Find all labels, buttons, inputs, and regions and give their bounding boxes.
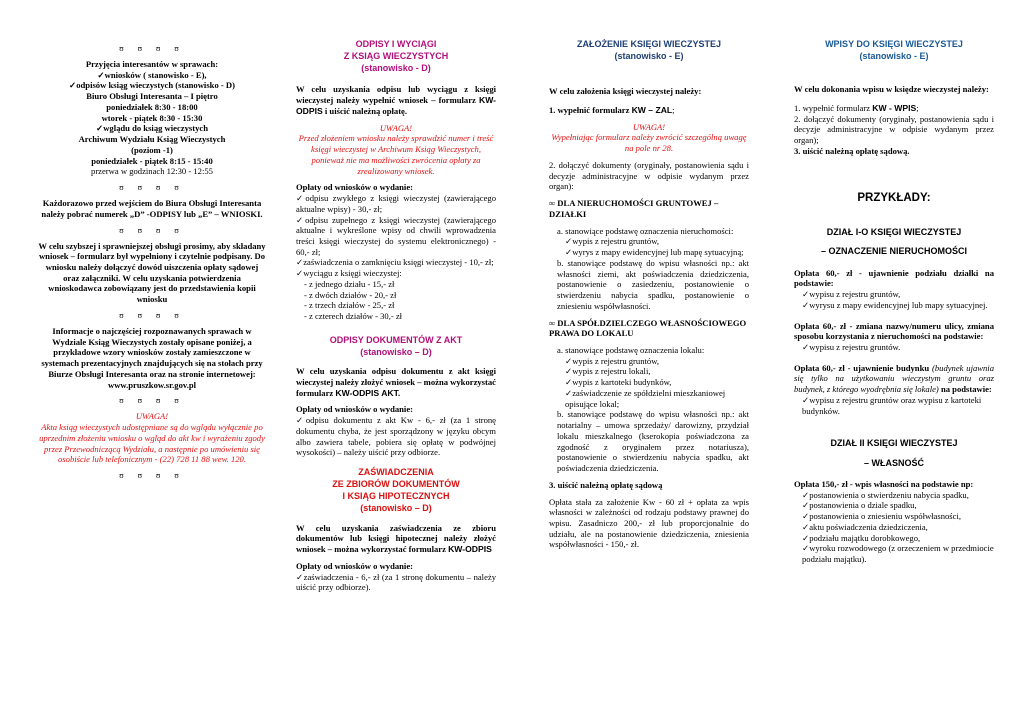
section-title: WPISY DO KSIĘGI WIECZYSTEJ bbox=[825, 39, 963, 49]
list-item: ✓ wypis z kartoteki budynków, bbox=[549, 377, 749, 388]
text-line: ✓ wniosków ( stanowisko - E), bbox=[38, 70, 266, 81]
intro: W celu uzyskania odpisu lub wyciągu z księgi wieczystej należy wypełnić wniosek – formularz KW-ODPIS i uiścić należną opłatę. bbox=[296, 84, 496, 116]
fee-item: ✓ odpisu zupełnego z księgi wieczystej (zawierającego aktualne i wykreślone wpisy od chwili wprowadzenia treści księgi wieczystej do systemu elektronicznego) - 60,- zł; bbox=[296, 215, 496, 258]
text-line: ✓ wglądu do ksiąg wieczystych bbox=[38, 123, 266, 134]
ornament: ʊ ʊ ʊ ʊ bbox=[119, 310, 185, 320]
fee-text: Opłata stała za założenie Kw - 60 zł + opłata za wpis własności w zależności od rodzaju podstawy prawnej do wpisu. Zasadniczo 200,- zł lub proporcjonalnie do udziału, ale na postanowienie dziedziczenia, zniesienia współwłasności - 150,- zł. bbox=[549, 496, 749, 550]
subsection-title: ∞ DLA NIERUCHOMOŚCI GRUNTOWEJ – DZIAŁKI bbox=[549, 198, 719, 219]
ornament: ʊ ʊ ʊ ʊ bbox=[119, 183, 185, 193]
subsection-title: ∞ DLA SPÓŁDZIELCZEGO WŁASNOŚCIOWEGO PRAWA DO LOKALU bbox=[549, 317, 747, 339]
fee-sub: - z czterech działów - 30,- zł bbox=[304, 311, 403, 322]
item-b: b. stanowiące podstawę do wpisu własności np.: akt własności ziemi, akt poświadczenia dziedziczenia, postanowienie o zasiedzeniu, postanowienie o stwierdzeniu nabycia spadku, postanowienie o zniesieniu współwłasności. bbox=[557, 257, 749, 311]
section-subtitle: (stanowisko - E) bbox=[859, 51, 929, 62]
examples-heading: PRZYKŁADY: bbox=[857, 191, 931, 204]
step-2: 2. dołączyć dokumenty (oryginały, postanowienia sądu i decyzje administracyjne w odpisie wydanym przez organ); bbox=[794, 113, 994, 146]
column-info bbox=[38, 38, 266, 486]
list-item: ✓ podziału majątku dorobkowego, bbox=[794, 533, 994, 544]
text-line: Archiwum Wydziału Ksiąg Wieczystych bbox=[78, 134, 226, 145]
intro: W celu uzyskania odpisu dokumentu z akt księgi wieczystej należy złożyć wniosek – można wykorzystać formularz KW-ODPIS AKT. bbox=[296, 366, 496, 398]
fees-title: Opłaty od wniosków o wydanie: bbox=[296, 182, 413, 193]
fees-title: Opłaty od wniosków o wydanie: bbox=[296, 560, 413, 571]
list-item: ✓ wypis z rejestru lokali, bbox=[549, 366, 749, 377]
list-item: ✓ aktu poświadczenia dziedziczenia, bbox=[794, 522, 994, 533]
uwaga-title: UWAGA! bbox=[135, 411, 169, 422]
uwaga-text: Akta ksiąg wieczystych udostępniane są do wglądu wyłącznie po uprzednim złożeniu wniosku o wgląd do akt kw i wyrażeniu zgody przez Przewodniczącą Wydziału, a następnie po umówieniu się osobiście lub telefonicznym - (22) 728 11 88 wew. 120. bbox=[39, 422, 265, 465]
dzial-title: DZIAŁ II KSIĘGI WIECZYSTEJ bbox=[830, 438, 958, 449]
list-item: ✓ postanowienia o stwierdzeniu nabycia spadku, bbox=[794, 490, 994, 501]
fee-item: ✓ odpisu zwykłego z księgi wieczystej (zawierającego aktualne wpisy) - 30,- zł; bbox=[296, 193, 496, 214]
list-item: ✓ wypisu z rejestru gruntów, bbox=[794, 289, 994, 300]
text-line: poniedziałek 8:30 - 18:00 bbox=[106, 101, 198, 112]
section-title: ZE ZBIORÓW DOKUMENTÓW bbox=[332, 479, 460, 490]
ornament: ʊ ʊ ʊ ʊ bbox=[119, 471, 185, 481]
intro: W celu założenia księgi wieczystej należy: bbox=[549, 86, 702, 97]
list-item: ✓ wyrys z mapy ewidencyjnej lub mapę sytuacyjną; bbox=[549, 247, 749, 258]
dzial-subtitle: – WŁASNOŚĆ bbox=[863, 457, 924, 468]
text-line: (poziom -1) bbox=[131, 144, 173, 155]
item-b: b. stanowiące podstawę do wpisu własności np.: akt notarialny – umowa sprzedaży/ darowizny, przydział lokalu mieszkalnego (kserokopia poświadczona za zgodność z oryginałem przez notariusza), postanowienie o stwierdzeniu nabycia spadku, akt poświadczenia dziedziczenia. bbox=[557, 409, 749, 474]
uwaga-text: Przed złożeniem wniosku należy sprawdzić numer i treść księgi wieczystej w Archiwum Ksiąg Wieczystych, ponieważ nie ma możliwości zwrócenia opłaty za zrealizowany wniosek. bbox=[298, 133, 494, 176]
list-item: ✓ wyrysu z mapy ewidencyjnej lub mapy sytuacyjnej. bbox=[794, 300, 994, 311]
example-fee: Opłata 60,- zł - ujawnienie podziału działki na podstawie: bbox=[794, 267, 994, 289]
column-odpisy bbox=[296, 38, 496, 593]
step-3: 3. uiścić należną opłatę sądową bbox=[549, 479, 663, 490]
text-line: Biuro Obsługi Interesanta – I piętro bbox=[86, 91, 218, 102]
column-zalozenie bbox=[549, 38, 749, 556]
fee-item: ✓ wyciągu z księgi wieczystej: bbox=[296, 268, 496, 279]
list-item: ✓ wypis z rejestru gruntów, bbox=[549, 356, 749, 367]
list-item: ✓ zaświadczenie ze spółdzielni mieszkaniowej opisujące lokal; bbox=[549, 388, 749, 409]
fee-item: ✓ zaświadczenia - 6,- zł (za 1 stronę dokumentu – należy uiścić przy odbiorze). bbox=[296, 572, 496, 593]
section-title: ODPISY I WYCIĄGI bbox=[355, 39, 437, 49]
section-title: ZAŁOŻENIE KSIĘGI WIECZYSTEJ bbox=[576, 39, 721, 49]
fees-title: Opłaty od wniosków o wydanie: bbox=[296, 404, 413, 415]
dzial-subtitle: – OZNACZENIE NIERUCHOMOŚCI bbox=[820, 246, 967, 257]
fee-item: ✓ odpisu dokumentu z akt Kw - 6,- zł (za 1 stronę dokumentu chyba, że jest sporządzony w języku obcym albo zawiera tabele, pobiera się opłatę w podwójnej wysokości) – należy uiścić przy odbiorze. bbox=[296, 415, 496, 458]
list-item: ✓ wypisu z rejestru gruntów. bbox=[794, 342, 994, 353]
section-subtitle: (stanowisko – D) bbox=[360, 503, 432, 514]
text-line: poniedziałek - piątek 8:15 - 15:40 bbox=[91, 155, 213, 166]
uwaga-title: UWAGA! bbox=[632, 121, 666, 132]
section-subtitle: (stanowisko - E) bbox=[614, 51, 684, 62]
intro: W celu uzyskania zaświadczenia ze zbioru dokumentów lub księgi hipotecznej należy złożyć wniosek – można wykorzystać formularz KW-ODPIS bbox=[296, 522, 496, 555]
text-line: wtorek - piątek 8:30 - 15:30 bbox=[101, 112, 203, 123]
instructions: W celu szybszej i sprawniejszej obsługi prosimy, aby składany wniosek – formularz był wypełniony i czytelnie podpisany. Do wniosku należy dołączyć dowód uiszczenia opłaty sądowej oraz załączniki. W celu uzyskania potwierdzenia wnioskodawca zobowiązany jest do przedstawienia kopii wniosku bbox=[38, 240, 266, 305]
section-title: Z KSIĄG WIECZYSTYCH bbox=[343, 51, 449, 62]
example-fee: Opłata 60,- zł - zmiana nazwy/numeru ulicy, zmiana sposobu korzystania z nieruchomości na podstawie: bbox=[794, 320, 994, 342]
text-line: przerwa w godzinach 12:30 - 12:55 bbox=[91, 166, 213, 177]
info-block: Informacje o najczęściej rozpoznawanych sprawach w Wydziale Ksiąg Wieczystych zostały opisane poniżej, a przykładowe wzory wniosków zostały zamieszczone w systemach prezentacyjnych znajdujących się na stołach przy Biurze Obsługi Interesanta oraz na stronie internetowej: www.pruszkow.sr.gov.pl bbox=[41, 325, 263, 390]
text-line: Przyjęcia interesantów w sprawach: bbox=[85, 59, 219, 69]
fee-sub: - z jednego działu - 15,- zł bbox=[304, 278, 395, 289]
list-item: ✓ wyroku rozwodowego (z orzeczeniem w przedmiocie podziału majątku). bbox=[794, 543, 994, 564]
section-title: I KSIĄG HIPOTECZNYCH bbox=[342, 491, 450, 502]
section-subtitle: (stanowisko - D) bbox=[361, 63, 431, 74]
example-fee: Opłata 150,- zł - wpis własności na podstawie np: bbox=[794, 478, 974, 489]
section-title: ODPISY DOKUMENTÓW Z AKT bbox=[329, 334, 463, 345]
step-3: 3. uiścić należną opłatę sądową. bbox=[794, 145, 910, 156]
item-a: a. stanowiące podstawę oznaczenia nieruchomości: bbox=[557, 225, 734, 236]
ornament: ʊ ʊ ʊ ʊ bbox=[119, 225, 185, 235]
column-wpisy bbox=[794, 38, 994, 565]
list-item: ✓ wypisu z rejestru gruntów oraz wypisu z kartoteki budynków. bbox=[794, 395, 994, 416]
section-title: ZAŚWIADCZENIA bbox=[358, 467, 434, 477]
ornament: ʊ ʊ ʊ ʊ bbox=[119, 44, 185, 53]
step-1: 1. wypełnić formularz KW – ZAL; bbox=[549, 105, 675, 116]
list-item: ✓ postanowienia o dziale spadku, bbox=[794, 500, 994, 511]
section-subtitle: (stanowisko – D) bbox=[360, 346, 432, 357]
numerek-info: Każdorazowo przed wejściem do Biura Obsługi Interesanta należy pobrać numerek „D” -ODPISY lub „E” – WNIOSKI. bbox=[41, 198, 263, 219]
list-item: ✓ postanowienia o zniesieniu współwłasności, bbox=[794, 511, 994, 522]
example-fee: Opłata 60,- zł - ujawnienie budynku (budynek ujawnia się tylko na użytkowaniu wieczystym gruntu oraz budynek, z którego wyodrębnia się lokale) na podstawie: bbox=[794, 362, 994, 395]
fee-sub: - z trzech działów - 25,- zł bbox=[304, 300, 395, 311]
step-2: 2. dołączyć dokumenty (oryginały, postanowienia sądu i decyzje administracyjne w odpisie wydanym przez organ): bbox=[549, 159, 749, 192]
uwaga-text: Wypełniając formularz należy zwrócić szczególną uwagę na pole nr 28. bbox=[551, 132, 747, 154]
fee-sub: - z dwóch działów - 20,- zł bbox=[304, 289, 397, 300]
list-item: ✓ wypis z rejestru gruntów, bbox=[549, 236, 749, 247]
dzial-title: DZIAŁ I-O KSIĘGI WIECZYSTEJ bbox=[826, 227, 962, 238]
item-a: a. stanowiące podstawę oznaczenia lokalu: bbox=[557, 344, 705, 355]
intro: W celu dokonania wpisu w księdze wieczystej należy: bbox=[794, 84, 989, 95]
fee-item: ✓ zaświadczenia o zamknięciu księgi wieczystej - 10,- zł; bbox=[296, 257, 496, 268]
step-1: 1. wypełnić formularz KW - WPIS; bbox=[794, 103, 919, 114]
ornament: ʊ ʊ ʊ ʊ bbox=[119, 396, 185, 406]
uwaga-title: UWAGA! bbox=[379, 122, 413, 133]
text-line: ✓ odpisów ksiąg wieczystych (stanowisko - D) bbox=[38, 80, 266, 91]
